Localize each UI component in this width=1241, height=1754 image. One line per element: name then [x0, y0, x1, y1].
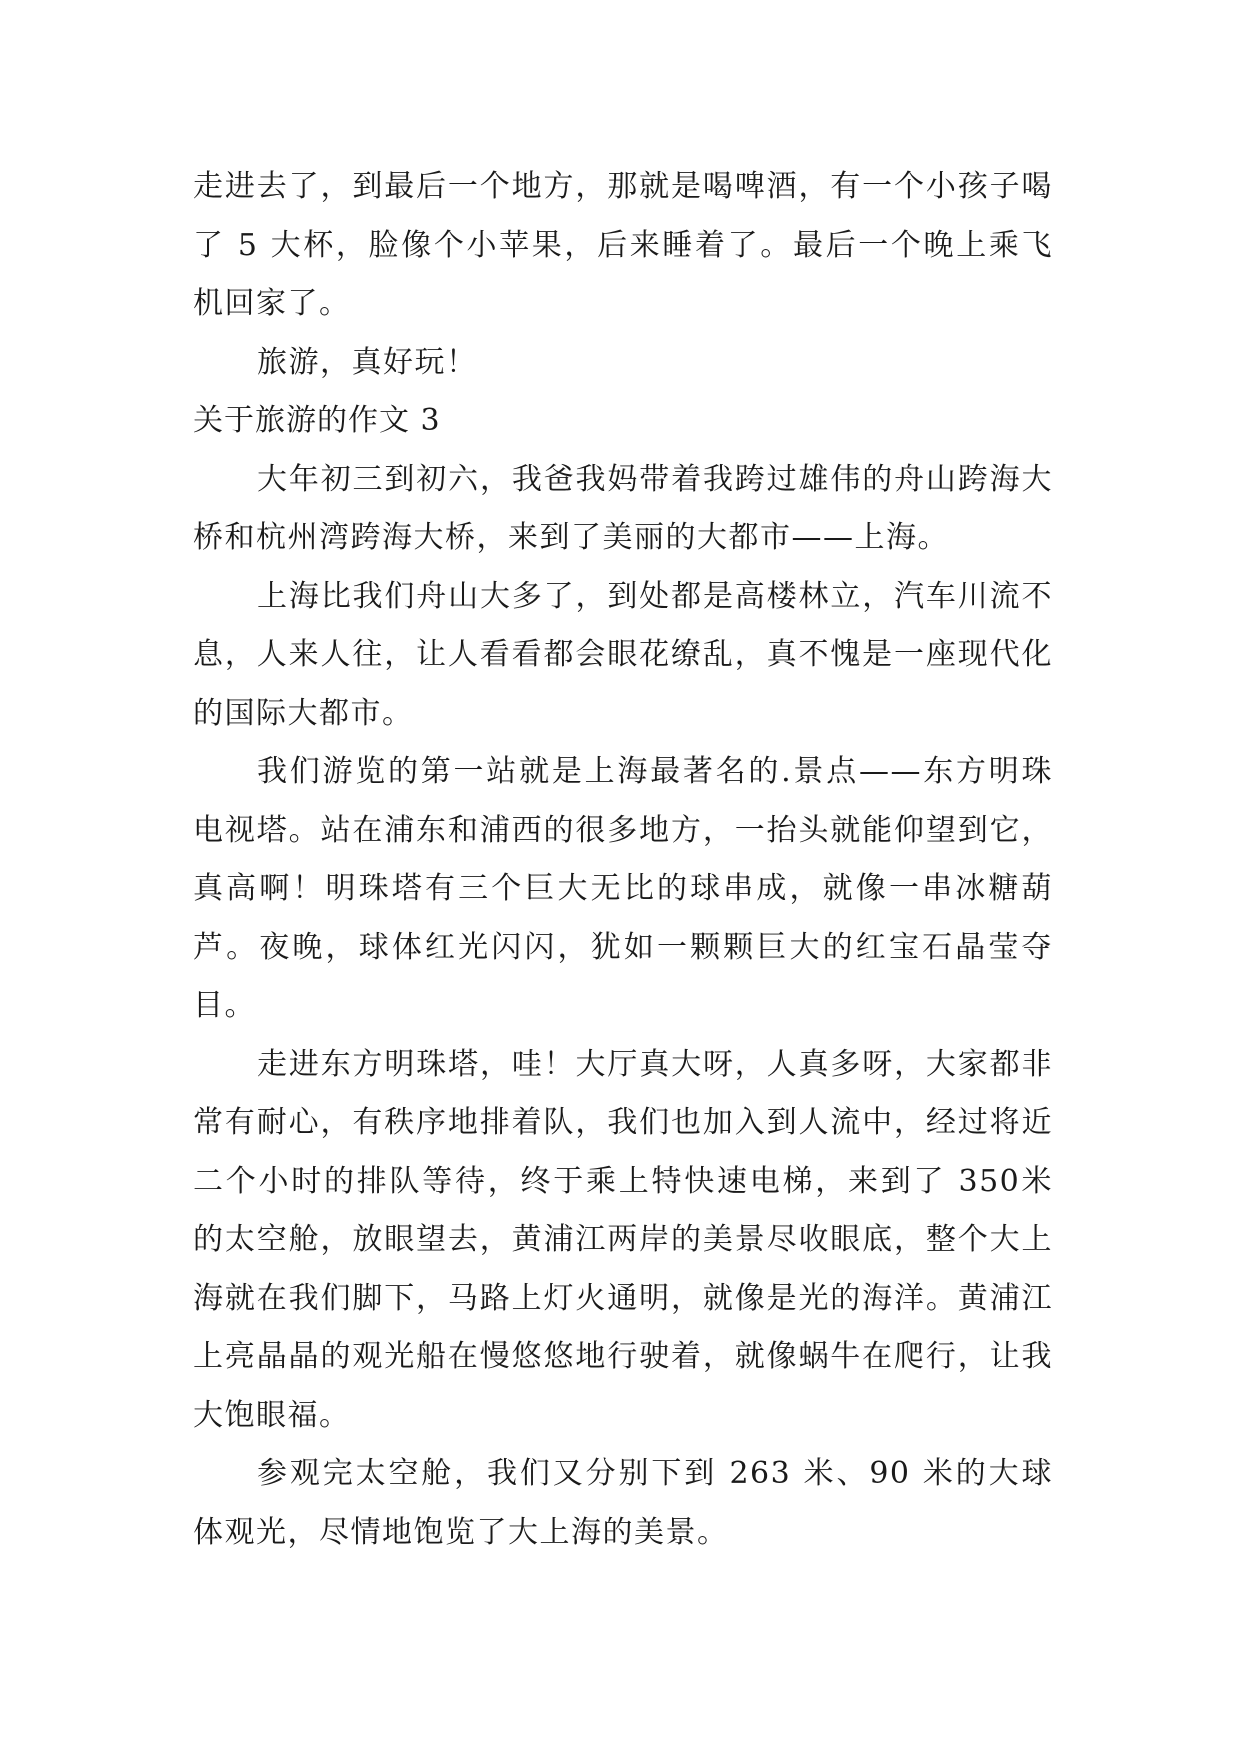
paragraph-exclamation: 旅游，真好玩！: [257, 344, 478, 380]
paragraph-intro: 大年初三到初六，我爸我妈带着我跨过雄伟的舟山跨海大桥和杭州湾跨海大桥，来到了美丽的大都市——上海。: [193, 461, 1053, 555]
paragraph-observation-decks: 参观完太空舱，我们又分别下到 263 米、90 米的大球体观光，尽情地饱览了大上海的美景。: [193, 1456, 1053, 1550]
paragraph-pearl-tower: 我们游览的第一站就是上海最著名的.景点——东方明珠电视塔。站在浦东和浦西的很多地方，一抬头就能仰望到它，真高啊！明珠塔有三个巨大无比的球串成，就像一串冰糖葫芦。夜晚，球体红光闪闪，犹如一颗颗巨大的红宝石晶莹夺目。: [193, 754, 1053, 1023]
essay-title: 关于旅游的作文 3: [193, 403, 441, 438]
paragraph-continued: 走进去了，到最后一个地方，那就是喝啤酒，有一个小孩子喝了 5 大杯，脸像个小苹果，后来睡着了。最后一个晚上乘飞机回家了。: [193, 169, 1053, 321]
paragraph-shanghai-city: 上海比我们舟山大多了，到处都是高楼林立，汽车川流不息，人来人往，让人看看都会眼花缭乱，真不愧是一座现代化的国际大都市。: [193, 578, 1053, 731]
document-body: [193, 158, 1053, 1562]
paragraph-inside-tower: 走进东方明珠塔，哇！大厅真大呀，人真多呀，大家都非常有耐心，有秩序地排着队，我们也加入到人流中，经过将近二个小时的排队等待，终于乘上特快速电梯，来到了 350米的太空舱，放眼望去，黄浦江两岸的美景尽收眼底，整个大上海就在我们脚下，马路上灯火通明，就像是光的海洋。黄浦江上亮晶晶的观光船在慢悠悠地行驶着，就像蜗牛在爬行，让我大饱眼福。: [193, 1046, 1053, 1433]
